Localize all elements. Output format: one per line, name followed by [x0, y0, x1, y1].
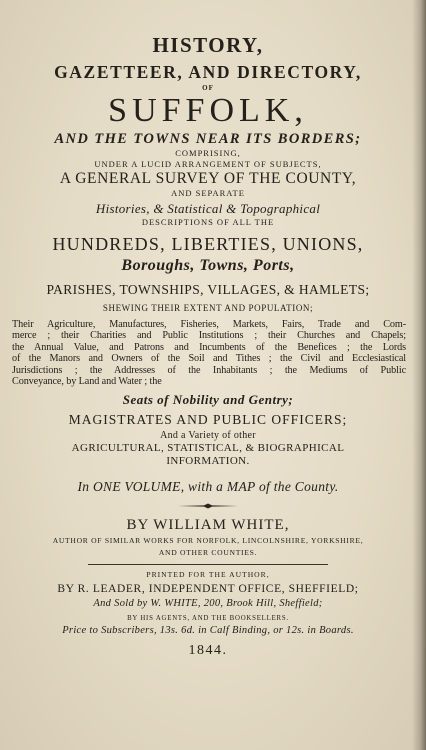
- text-lucid-arrangement: UNDER A LUCID ARRANGEMENT OF SUBJECTS,: [94, 159, 322, 169]
- paragraph-line: merce ; their Charities and Public Institutions ; their Churches and Chapels;: [12, 330, 406, 342]
- page-edge-shadow: [412, 0, 426, 750]
- text-and-separate: AND SEPARATE: [171, 188, 245, 198]
- author-works: AUTHOR OF SIMILAR WORKS FOR NORFOLK, LINCOLNSHIRE, YORKSHIRE,: [52, 536, 364, 546]
- subtitle-towns-near-borders: AND THE TOWNS NEAR ITS BORDERS;: [54, 131, 362, 147]
- text-variety: And a Variety of other: [160, 430, 256, 442]
- title-of: OF: [202, 84, 214, 92]
- paragraph-line: the Annual Value, and Patrons and Incumbents of the Benefices ; the Lords: [12, 341, 406, 353]
- text-information: INFORMATION.: [166, 455, 250, 468]
- ornament-rule-icon: [178, 503, 238, 509]
- text-publisher: BY R. LEADER, INDEPENDENT OFFICE, SHEFFIELD;: [57, 583, 359, 596]
- title-gazetteer: GAZETTEER, AND DIRECTORY,: [54, 62, 362, 82]
- text-boroughs: Boroughs, Towns, Ports,: [121, 257, 295, 274]
- paragraph-line: of the Manors and Owners of the Soil and Tithes ; the Civil and Ecclesiastical: [12, 353, 406, 365]
- text-histories: Histories, & Statistical & Topographical: [95, 201, 321, 216]
- text-magistrates: MAGISTRATES AND PUBLIC OFFICERS;: [68, 412, 348, 428]
- text-shewing: SHEWING THEIR EXTENT AND POPULATION;: [102, 303, 314, 313]
- author-name: BY WILLIAM WHITE,: [126, 517, 290, 534]
- divider-rule: [88, 564, 328, 565]
- paragraph-line: Their Agriculture, Manufactures, Fisheries, Markets, Fairs, Trade and Com-: [12, 319, 406, 330]
- text-printed-for: PRINTED FOR THE AUTHOR,: [146, 570, 270, 580]
- title-history: HISTORY,: [152, 33, 264, 57]
- title-page-content: [8, 26, 408, 660]
- author-other-counties: AND OTHER COUNTIES.: [158, 548, 258, 558]
- paragraph-line: Conveyance, by Land and Water ; the: [12, 376, 162, 388]
- paragraph-line: Jurisdictions ; the Addresses of the Inhabitants ; the Mediums of Public: [12, 364, 406, 376]
- text-agricultural: AGRICULTURAL, STATISTICAL, & BIOGRAPHICAL: [71, 442, 345, 455]
- text-parishes: PARISHES, TOWNSHIPS, VILLAGES, & HAMLETS;: [46, 282, 370, 297]
- text-descriptions: DESCRIPTIONS OF ALL THE: [141, 217, 275, 227]
- title-suffolk: SUFFOLK,: [108, 92, 308, 129]
- text-agents: BY HIS AGENTS, AND THE BOOKSELLERS.: [127, 615, 289, 623]
- text-hundreds: HUNDREDS, LIBERTIES, UNIONS,: [52, 234, 364, 254]
- text-general-survey: A GENERAL SURVEY OF THE COUNTY,: [59, 170, 357, 187]
- text-one-volume: In ONE VOLUME, with a MAP of the County.: [77, 479, 339, 495]
- text-price: Price to Subscribers, 13s. 6d. in Calf Binding, or 12s. in Boards.: [62, 625, 354, 637]
- text-sold-by: And Sold by W. WHITE, 200, Brook Hill, Sheffield;: [93, 598, 323, 610]
- text-comprising: COMPRISING,: [175, 148, 241, 158]
- text-seats-of-nobility: Seats of Nobility and Gentry;: [122, 392, 294, 408]
- description-paragraph: [12, 319, 406, 387]
- publication-year: 1844.: [188, 643, 228, 659]
